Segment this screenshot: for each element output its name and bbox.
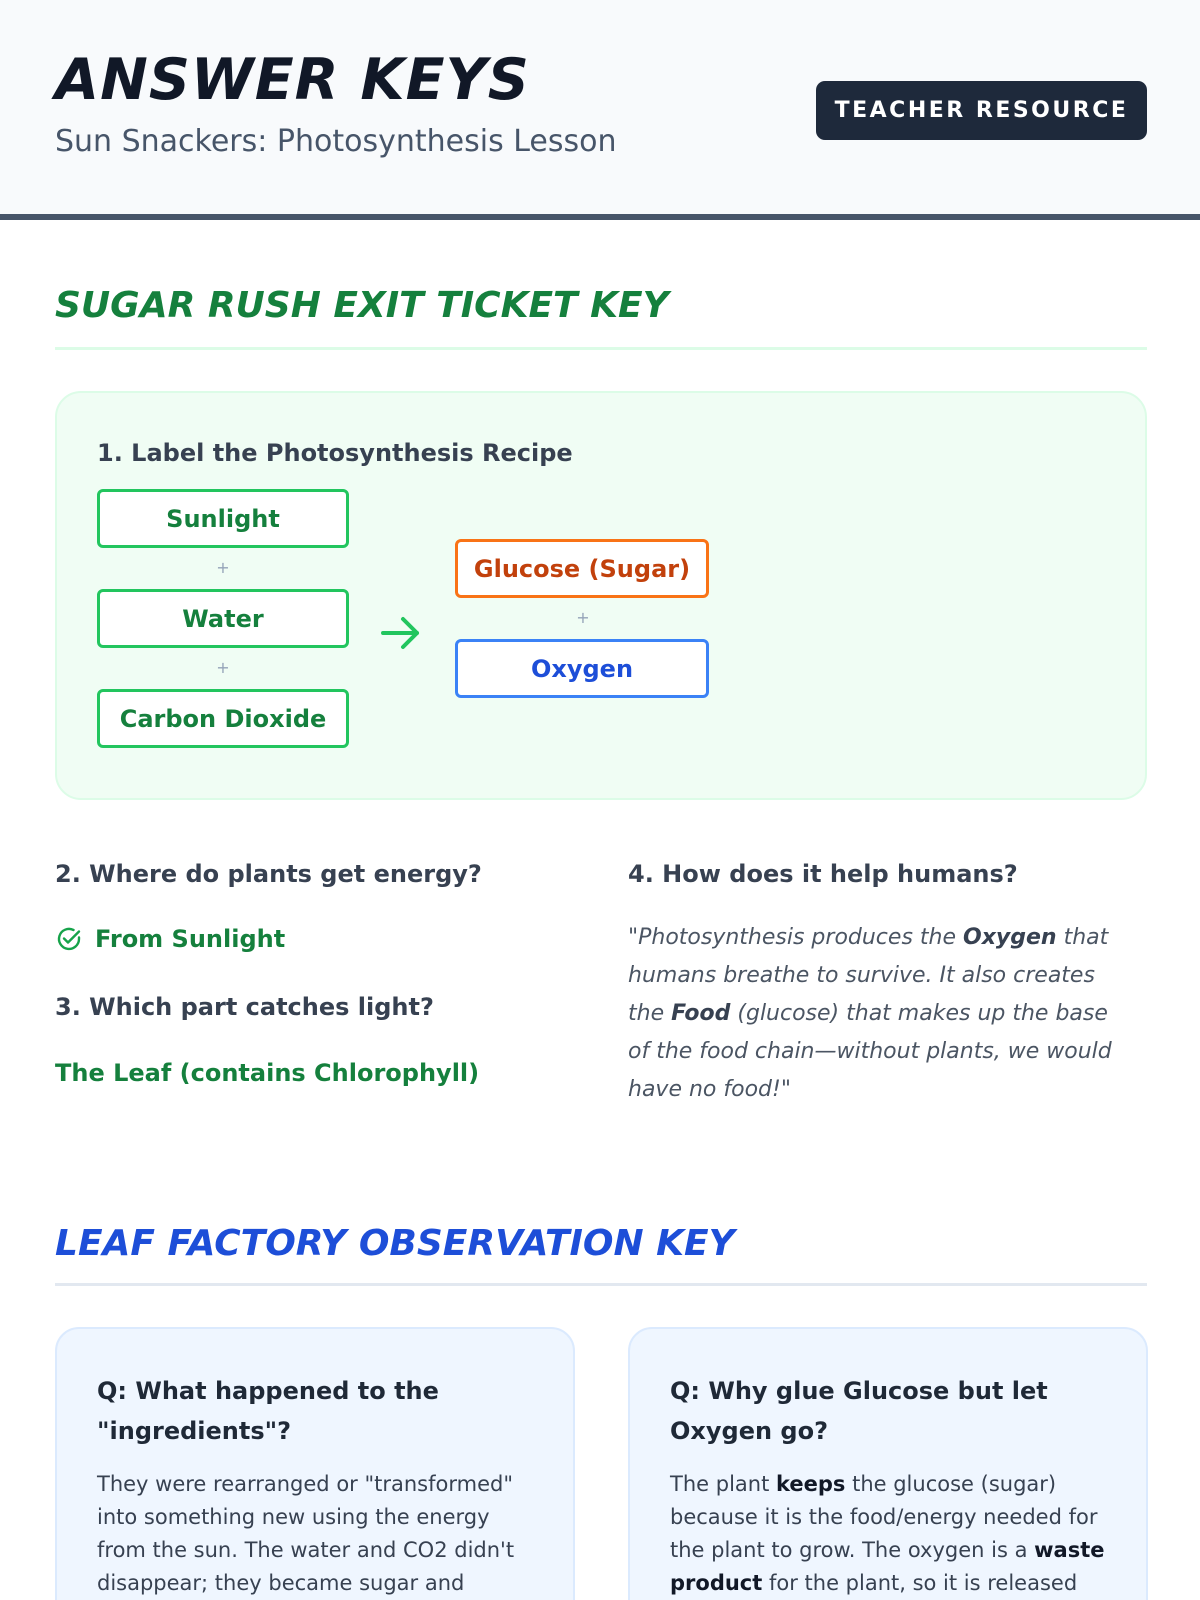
question-3: 3. Which part catches light?	[55, 993, 434, 1021]
answer-3: The Leaf (contains Chlorophyll)	[55, 1059, 480, 1087]
answer-2	[55, 925, 285, 953]
observation-card-glucose	[628, 1327, 1148, 1600]
recipe-card	[55, 391, 1147, 800]
observation-answer-2: The plant keeps the glucose (sugar) because it is the food/energy needed for the plant to grow. The oxygen is a waste product for the plant, so it is released	[670, 1472, 1105, 1595]
teacher-resource-badge: TEACHER RESOURCE	[816, 81, 1147, 140]
plus-sign: +	[216, 558, 230, 577]
exit-ticket-divider	[55, 347, 1147, 350]
page-title: ANSWER KEYS	[55, 47, 530, 113]
question-4: 4. How does it help humans?	[628, 860, 1018, 888]
question-2: 2. Where do plants get energy?	[55, 860, 482, 888]
observation-question-1: Q: What happened to the "ingredients"?	[97, 1377, 439, 1445]
product-oxygen: Oxygen	[455, 639, 709, 698]
arrow-right-icon	[379, 611, 423, 655]
ingredient-carbon-dioxide: Carbon Dioxide	[97, 689, 349, 748]
answer-4-quote: "Photosynthesis produces the Oxygen that humans breathe to survive. It also creates the Food (glucose) that makes up the base of the food chain—without plants, we would have no food!"	[628, 925, 1112, 1102]
check-circle-icon	[55, 925, 83, 953]
leaf-factory-divider	[55, 1283, 1147, 1286]
plus-sign: +	[216, 658, 230, 677]
page-subtitle: Sun Snackers: Photosynthesis Lesson	[55, 124, 617, 159]
leaf-factory-title: LEAF FACTORY OBSERVATION KEY	[55, 1223, 735, 1264]
recipe-heading: 1. Label the Photosynthesis Recipe	[97, 439, 573, 467]
plus-sign: +	[576, 608, 590, 627]
ingredient-water: Water	[97, 589, 349, 648]
observation-card-ingredients	[55, 1327, 575, 1600]
exit-ticket-title: SUGAR RUSH EXIT TICKET KEY	[55, 285, 669, 326]
ingredient-sunlight: Sunlight	[97, 489, 349, 548]
observation-answer-1: They were rearranged or "transformed" into something new using the energy from the sun. The water and CO2 didn't disappear; they became sugar and	[97, 1472, 515, 1595]
answer-2-text: From Sunlight	[95, 925, 286, 953]
observation-question-2: Q: Why glue Glucose but let Oxygen go?	[670, 1377, 1048, 1445]
page-header	[0, 0, 1200, 220]
product-glucose: Glucose (Sugar)	[455, 539, 709, 598]
